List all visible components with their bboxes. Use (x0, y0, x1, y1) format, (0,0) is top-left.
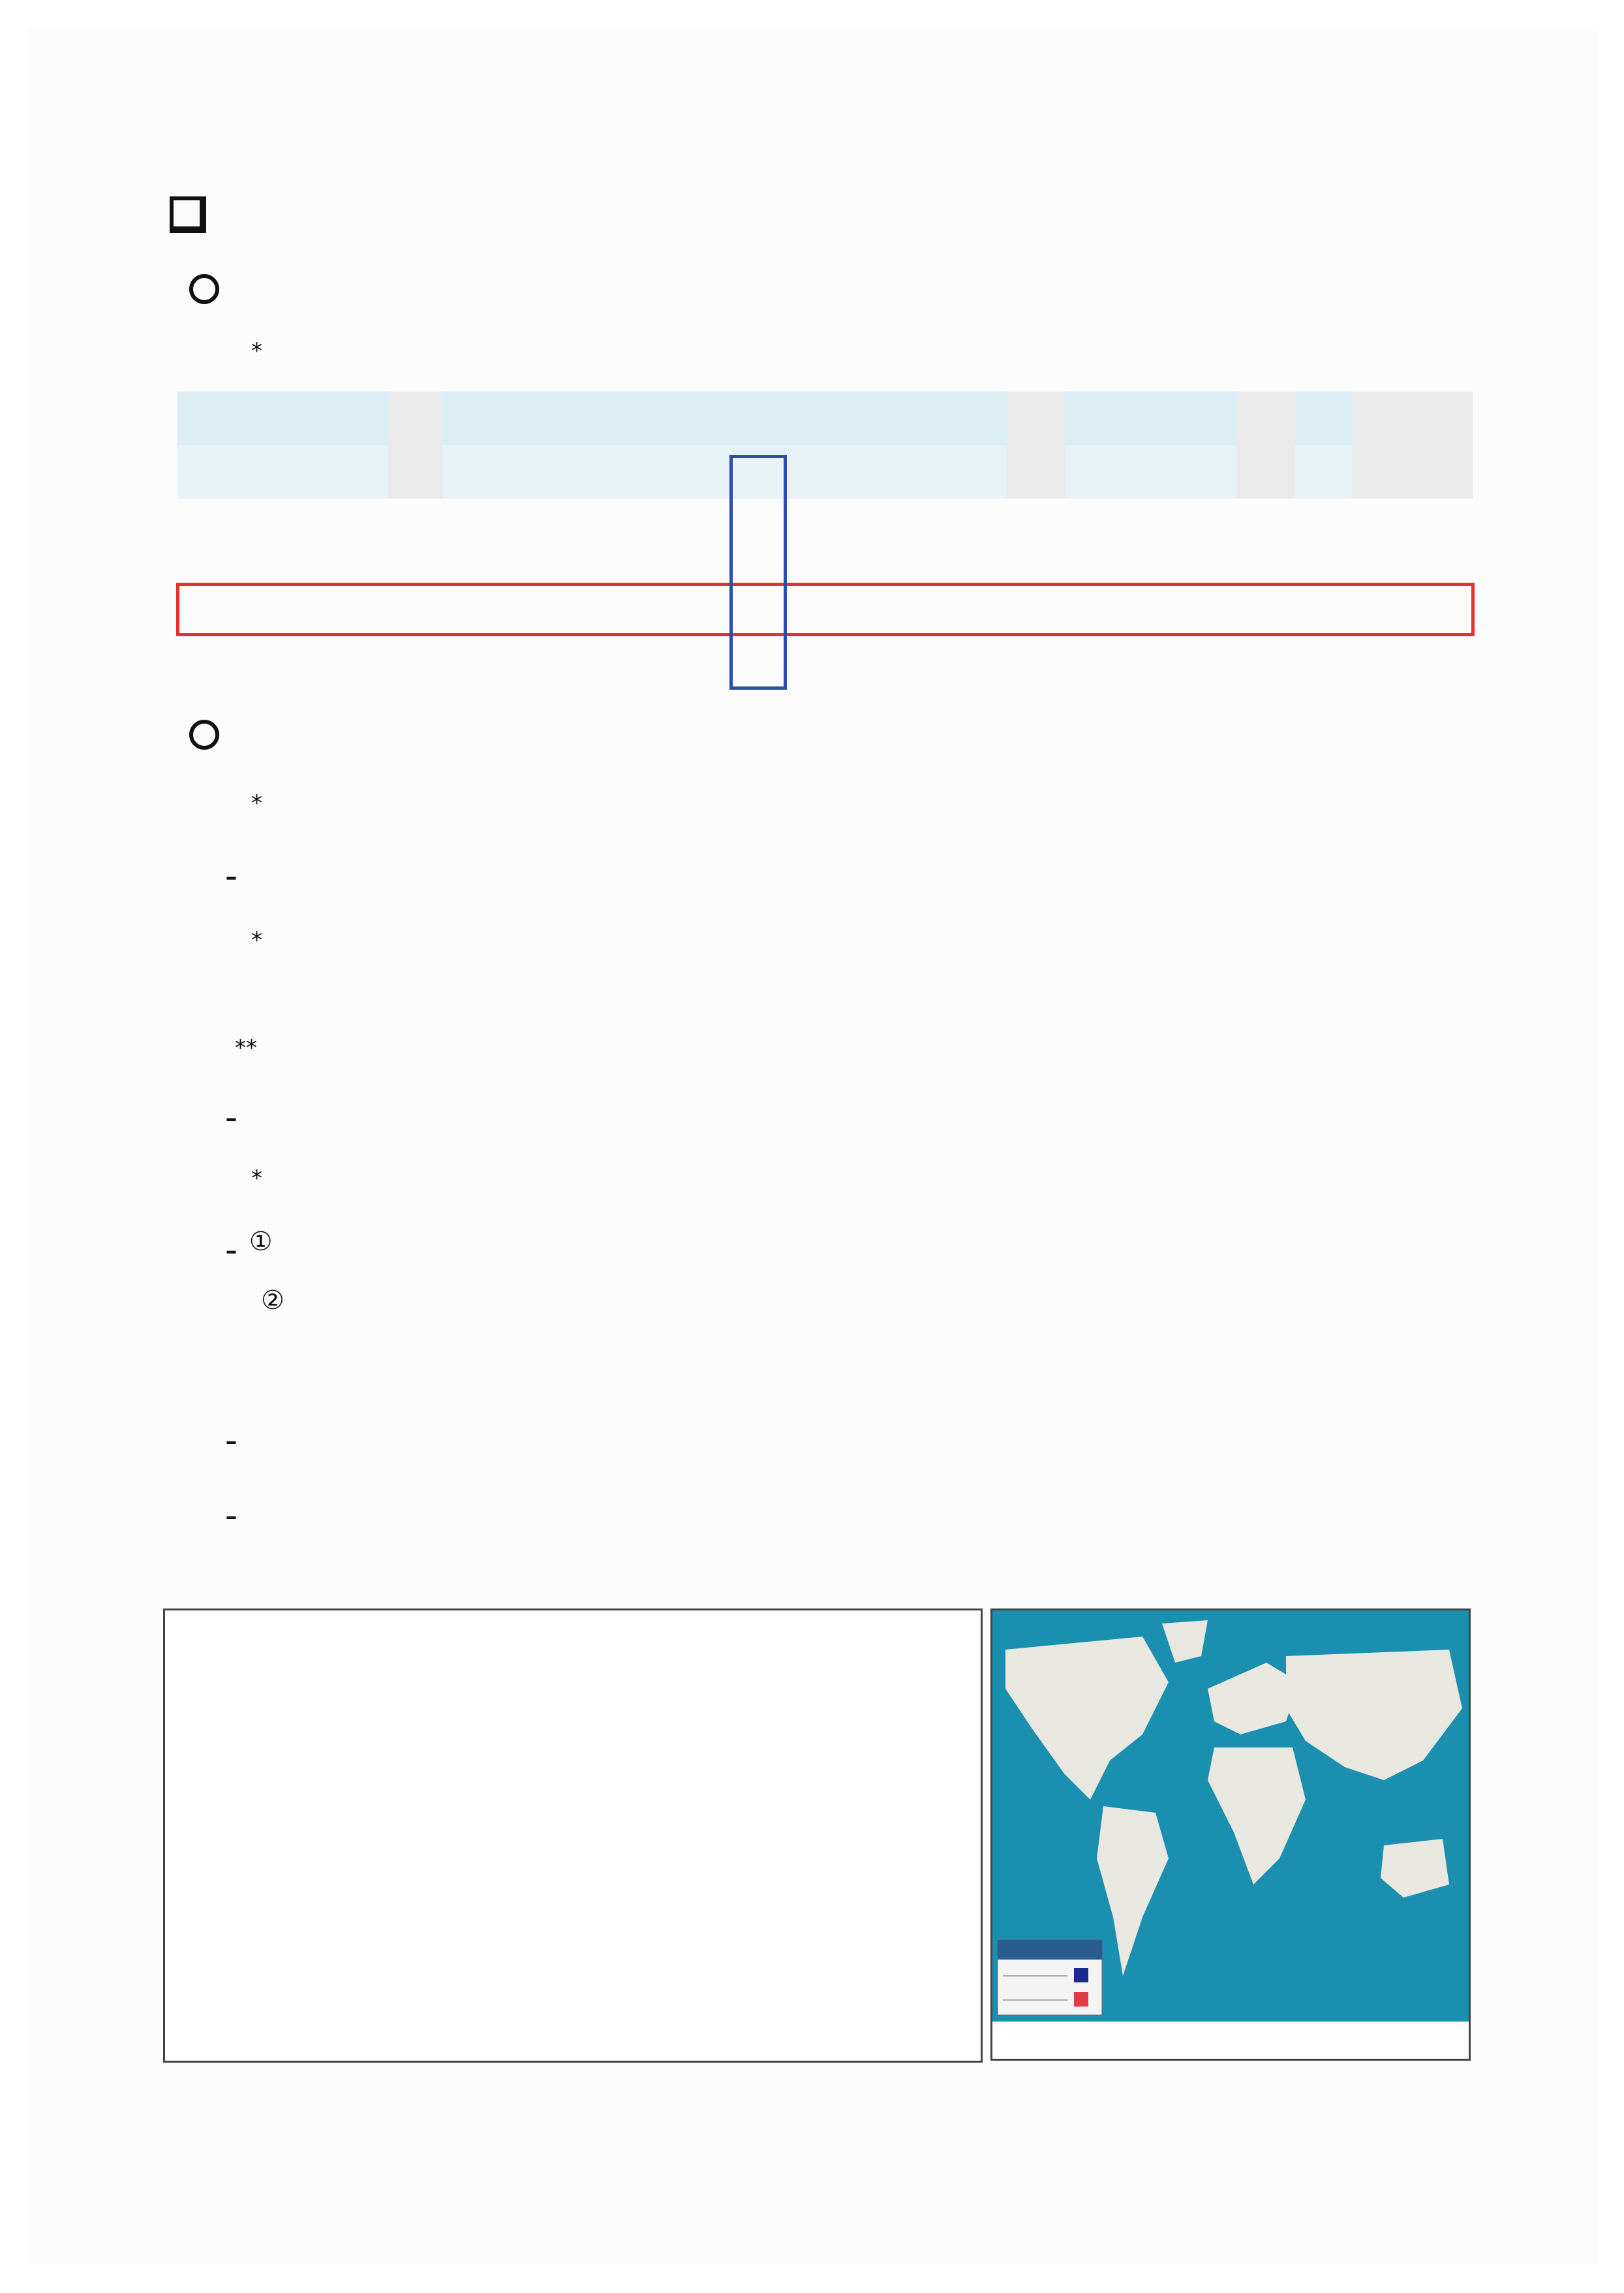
country-cell (954, 445, 1007, 499)
continent-south-america (1097, 1806, 1169, 1976)
continent-europe (1208, 1663, 1299, 1734)
circled-one-icon: ① (249, 1227, 273, 1257)
continent-africa (1295, 392, 1353, 445)
country-cell (1295, 445, 1353, 499)
asia-note (251, 1162, 279, 1197)
country-cell (559, 445, 610, 499)
subtotal-america (1236, 392, 1295, 499)
uk-column-highlight (729, 455, 787, 690)
asterisk-icon: * (251, 927, 262, 953)
trend-heading (189, 718, 245, 760)
america-line: - (225, 855, 237, 897)
continent-europe (442, 392, 1007, 445)
chart-svg (165, 1610, 981, 2061)
asterisk-icon: * (251, 338, 262, 364)
country-cell (442, 445, 502, 499)
asterisk-icon: * (251, 1165, 262, 1192)
double-asterisk-icon: ** (235, 1035, 257, 1061)
continent-greenland (1162, 1620, 1208, 1663)
grand-total-header (1411, 392, 1473, 499)
country-cell (788, 445, 840, 499)
hpai-bar-chart (163, 1608, 983, 2063)
country-cell (1065, 445, 1123, 499)
circle-bullet-icon (189, 274, 219, 304)
country-cell (502, 445, 559, 499)
outbreak-table (177, 392, 1473, 499)
country-label (177, 445, 232, 499)
oceania-line: - (225, 1419, 237, 1462)
continent-label (177, 392, 232, 445)
circle-bullet-icon (189, 720, 219, 750)
map-legend-header (998, 1940, 1102, 1960)
country-cell (1180, 445, 1236, 499)
continent-asia (232, 392, 388, 445)
map-svg (992, 1610, 1469, 2022)
country-cell (283, 445, 334, 499)
country-cell (1123, 445, 1180, 499)
legend-swatch-wild (1074, 1992, 1088, 2007)
country-cell (334, 445, 388, 499)
europe-line-1: - ① (225, 1227, 273, 1271)
america-note-1 (251, 923, 279, 959)
summary-line (189, 268, 245, 315)
map-caption (990, 2022, 1471, 2061)
africa-line: - (225, 1494, 237, 1537)
country-cell (232, 445, 283, 499)
continent-australia (1381, 1839, 1449, 1898)
wild-row-highlight (176, 583, 1475, 636)
continent-asia (1286, 1650, 1462, 1780)
asterisk-icon: * (251, 790, 262, 816)
subtotal-asia (388, 392, 442, 499)
legend-swatch-raised (1074, 1968, 1088, 1982)
country-cell (840, 445, 900, 499)
summary-note (251, 334, 279, 369)
trend-note (251, 786, 279, 822)
country-cell (900, 445, 954, 499)
checkbox-square-icon (170, 196, 206, 233)
section-heading (170, 192, 224, 240)
subtotal-europe (1007, 392, 1065, 499)
continent-north-america (1005, 1637, 1169, 1800)
circled-two-icon: ② (261, 1285, 284, 1316)
continent-america (1065, 392, 1236, 445)
europe-line-2 (261, 1285, 284, 1330)
continent-africa (1208, 1747, 1306, 1885)
subtotal-africa (1353, 392, 1411, 499)
country-cell (669, 445, 728, 499)
america-note-2 (235, 1031, 274, 1066)
country-cell (609, 445, 669, 499)
continent-header-row (177, 392, 1473, 445)
world-outbreak-map (990, 1608, 1471, 2024)
asia-line: - (225, 1096, 237, 1139)
